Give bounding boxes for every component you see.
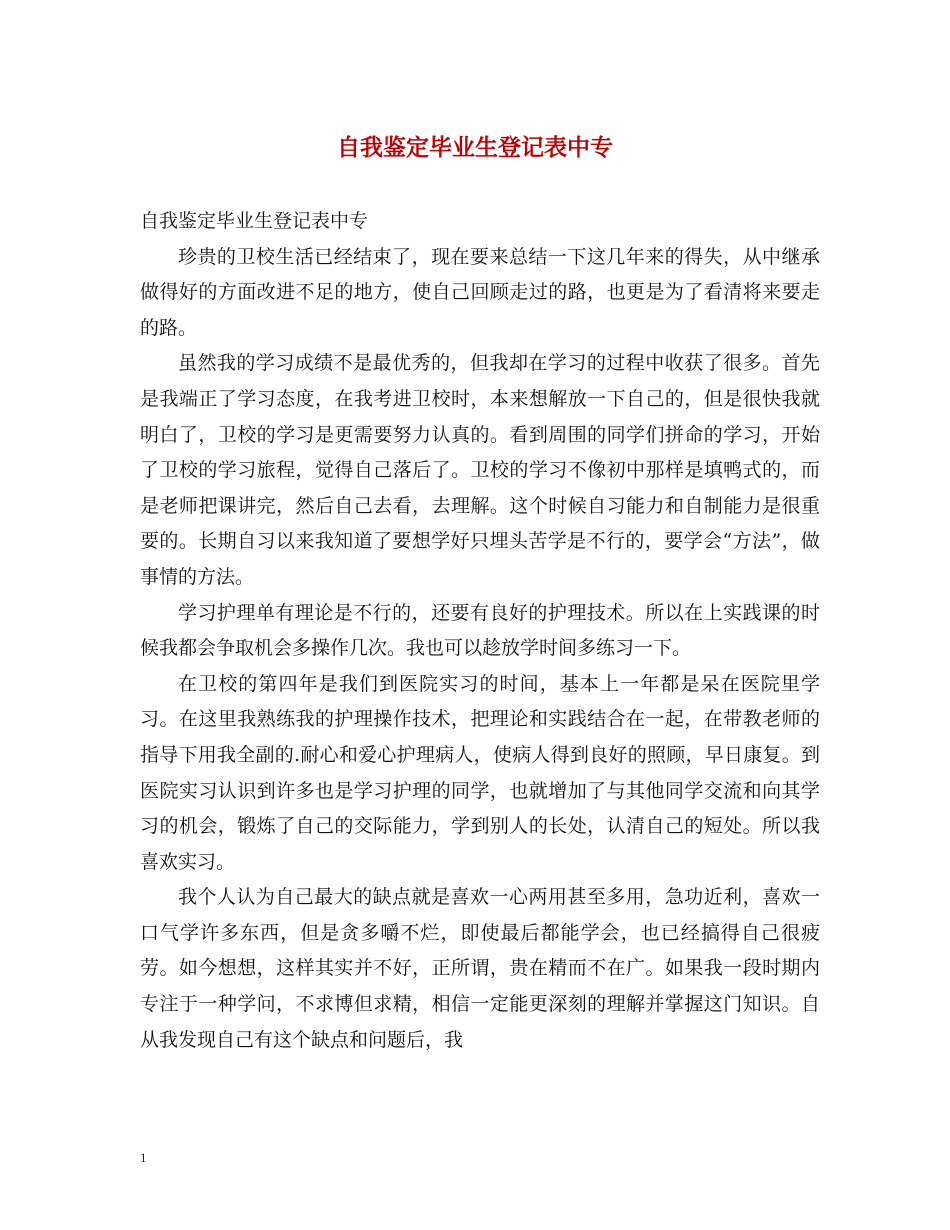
page-number: 1 <box>140 1150 147 1165</box>
paragraph-1: 珍贵的卫校生活已经结束了，现在要来总结一下这几年来的得失，从中继承做得好的方面改进不足的地方，使自己回顾走过的路，也更是为了看清将来要走的路。 <box>140 245 820 339</box>
paragraph-2: 虽然我的学习成绩不是最优秀的，但我却在学习的过程中收获了很多。首先是我端正了学习态度，在我考进卫校时，本来想解放一下自己的，但是很快我就明白了，卫校的学习是更需要努力认真的。看到周围的同学们拼命的学习，开始了卫校的学习旅程，觉得自己落后了。卫校的学习不像初中那样是填鸭式的，而是老师把课讲完，然后自己去看，去理解。这个时候自习能力和自制能力是很重要的。长期自习以来我知道了要想学好只埋头苦学是不行的，要学会“方法”，做事情的方法。 <box>140 352 820 588</box>
document-title: 自我鉴定毕业生登记表中专 <box>337 134 613 161</box>
document-subtitle: 自我鉴定毕业生登记表中专 <box>140 210 369 232</box>
paragraph-3: 学习护理单有理论是不行的，还要有良好的护理技术。所以在上实践课的时候我都会争取机会多操作几次。我也可以趁放学时间多练习一下。 <box>140 601 820 660</box>
paragraph-5: 我个人认为自己最大的缺点就是喜欢一心两用甚至多用，急功近利，喜欢一口气学许多东西，但是贪多嚼不烂，即使最后都能学会，也已经搞得自己很疲劳。如今想想，这样其实并不好，正所谓，贵在精而不在广。如果我一段时期内专注于一种学问，不求博但求精，相信一定能更深刻的理解并掌握这门知识。自从我发现自己有这个缺点和问题后，我 <box>140 886 820 1051</box>
document-body <box>140 204 820 1058</box>
paragraph-4: 在卫校的第四年是我们到医院实习的时间，基本上一年都是呆在医院里学习。在这里我熟练我的护理操作技术，把理论和实践结合在一起，在带教老师的指导下用我全副的.耐心和爱心护理病人，使病人得到良好的照顾，早日康复。到医院实习认识到许多也是学习护理的同学，也就增加了与其他同学交流和向其学习的机会，锻炼了自己的交际能力，学到别人的长处，认清自己的短处。所以我喜欢实习。 <box>140 672 820 873</box>
